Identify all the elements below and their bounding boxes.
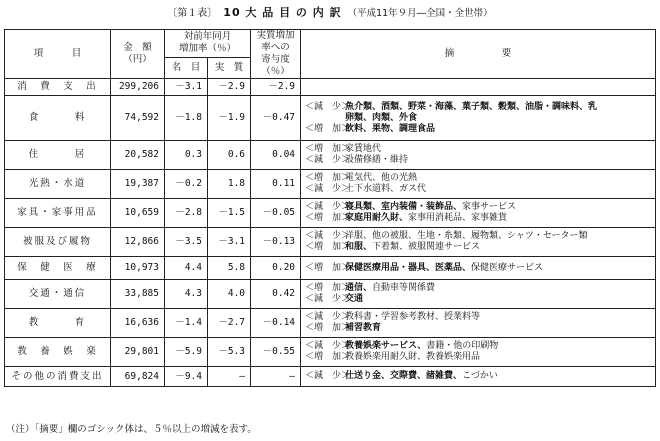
summary-direction-tag: ＜増 加＞ xyxy=(305,352,351,362)
row-item-name: その他の消費支出 xyxy=(5,367,111,387)
summary-other-items: 家事サービス xyxy=(462,202,517,212)
summary-major-items: 保健医療用品・器具、医薬品、 xyxy=(345,262,472,273)
row-nominal-change: －9.4 xyxy=(165,367,208,387)
row-nominal-change: －3.5 xyxy=(165,228,208,257)
row-nominal-change: －0.2 xyxy=(165,170,208,199)
row-contribution: 0.11 xyxy=(251,170,301,199)
summary-direction-tag: ＜減 少＞ xyxy=(305,231,351,241)
row-summary xyxy=(301,309,656,338)
row-item-name: 教 育 xyxy=(5,309,111,338)
table-row xyxy=(5,141,656,170)
summary-line xyxy=(305,231,652,242)
row-summary xyxy=(301,199,656,228)
header-real: 実 質 xyxy=(208,57,251,78)
row-amount: 19,387 xyxy=(111,170,165,199)
row-real-change: ― xyxy=(208,367,251,387)
row-contribution: －0.47 xyxy=(251,96,301,141)
row-summary xyxy=(301,228,656,257)
header-contribution xyxy=(251,30,301,79)
row-real-change: －1.5 xyxy=(208,199,251,228)
row-summary xyxy=(301,338,656,367)
header-nominal: 名 目 xyxy=(165,57,208,78)
table-scope: （平成11年９月―全国・全世帯） xyxy=(347,8,493,19)
summary-other-items: 保健医療サービス xyxy=(471,262,544,273)
row-item-name: 住 居 xyxy=(5,141,111,170)
summary-other-items: 設備修繕・維持 xyxy=(345,155,409,165)
summary-line xyxy=(305,263,652,274)
summary-major-items: 和服、 xyxy=(345,242,373,252)
row-summary xyxy=(301,280,656,309)
summary-direction-tag: ＜増 加＞ xyxy=(305,173,351,183)
row-amount: 74,592 xyxy=(111,96,165,141)
row-contribution: ― xyxy=(251,367,301,387)
summary-other-items: 教養娯楽用耐久財、教養娯楽用品 xyxy=(345,352,481,362)
row-nominal-change: －3.1 xyxy=(165,79,208,96)
summary-line xyxy=(305,102,652,113)
table-row xyxy=(5,309,656,338)
table-row xyxy=(5,199,656,228)
summary-line xyxy=(305,323,652,334)
row-real-change: －2.9 xyxy=(208,79,251,96)
row-summary xyxy=(301,367,656,387)
summary-direction-tag: ＜増 加＞ xyxy=(305,283,351,293)
header-yoy-line2: 増加率（％） xyxy=(179,43,237,55)
header-amount-line1: 金 額 xyxy=(123,42,152,53)
summary-direction-tag: ＜減 少＞ xyxy=(305,155,351,165)
header-contrib-line4: （％） xyxy=(261,66,290,77)
summary-major-items: 家庭用耐久財、 xyxy=(345,213,409,223)
header-contrib-line1: 実質増加 xyxy=(256,30,295,41)
row-item-name: 消 費 支 出 xyxy=(5,79,111,96)
row-summary xyxy=(301,170,656,199)
row-amount: 10,973 xyxy=(111,257,165,280)
row-amount: 12,866 xyxy=(111,228,165,257)
row-contribution: 0.04 xyxy=(251,141,301,170)
table-row xyxy=(5,367,656,387)
summary-direction-tag: ＜増 加＞ xyxy=(305,242,351,252)
summary-line xyxy=(305,283,652,294)
summary-line xyxy=(305,352,652,363)
summary-line xyxy=(305,124,652,135)
footnote: （注）「摘要」欄のゴシック体は、５％以上の増減を表す。 xyxy=(6,424,257,435)
summary-direction-tag: ＜増 加＞ xyxy=(305,323,351,333)
summary-other-items: こづかい xyxy=(462,371,498,381)
summary-direction-tag: ＜増 加＞ xyxy=(305,262,351,273)
row-amount: 10,659 xyxy=(111,199,165,228)
table-row xyxy=(5,79,656,96)
row-item-name: 光熱・水道 xyxy=(5,170,111,199)
summary-line xyxy=(305,312,652,323)
row-contribution: －0.13 xyxy=(251,228,301,257)
summary-major-items: 卵類、肉類、外食 xyxy=(345,112,418,123)
table-main-title: 10 大 品 目 の 内 訳 xyxy=(223,6,342,19)
table-row xyxy=(5,280,656,309)
summary-other-items: 自動車等関係費 xyxy=(372,283,436,293)
row-nominal-change: －1.8 xyxy=(165,96,208,141)
row-contribution: －2.9 xyxy=(251,79,301,96)
table-row xyxy=(5,338,656,367)
summary-line xyxy=(305,184,652,195)
row-amount: 69,824 xyxy=(111,367,165,387)
summary-line xyxy=(305,113,652,124)
summary-other-items: 下着類、被服関連サービス xyxy=(372,242,481,252)
summary-other-items: 洋服、他の被服、生地・糸類、履物類、シャツ・セーター類 xyxy=(345,231,588,241)
row-real-change: －1.9 xyxy=(208,96,251,141)
summary-major-items: 寝具類、室内装備・装飾品、 xyxy=(345,202,463,212)
header-yoy-line1: 対前年同月 xyxy=(183,31,232,43)
table-row xyxy=(5,96,656,141)
summary-major-items: 交通 xyxy=(345,294,364,304)
summary-direction-tag: ＜減 少＞ xyxy=(305,202,351,212)
summary-major-items: 補習教育 xyxy=(345,323,382,333)
header-amount xyxy=(111,30,165,79)
summary-line xyxy=(305,294,652,305)
row-real-change: 0.6 xyxy=(208,141,251,170)
summary-direction-tag: ＜増 加＞ xyxy=(305,123,351,134)
row-nominal-change: －2.8 xyxy=(165,199,208,228)
summary-direction-tag: ＜減 少＞ xyxy=(305,312,351,322)
row-amount: 299,206 xyxy=(111,79,165,96)
row-contribution: 0.20 xyxy=(251,257,301,280)
row-summary xyxy=(301,141,656,170)
summary-major-items: 飲料、果物、調理食品 xyxy=(345,123,436,134)
row-real-change: 1.8 xyxy=(208,170,251,199)
row-item-name: 家具・家事用品 xyxy=(5,199,111,228)
summary-direction-tag: ＜減 少＞ xyxy=(305,101,351,112)
table-row xyxy=(5,228,656,257)
row-nominal-change: 0.3 xyxy=(165,141,208,170)
row-amount: 20,582 xyxy=(111,141,165,170)
summary-line xyxy=(305,173,652,184)
summary-direction-tag: ＜減 少＞ xyxy=(305,184,351,194)
header-contrib-line3: 寄与度 xyxy=(261,54,290,65)
summary-direction-tag: ＜減 少＞ xyxy=(305,294,351,304)
row-nominal-change: 4.4 xyxy=(165,257,208,280)
summary-major-items: 魚介類、酒類、野菜・海藻、菓子類、穀類、油脂・調味料、乳 xyxy=(345,101,598,112)
summary-line xyxy=(305,202,652,213)
header-summary: 摘 要 xyxy=(301,30,656,79)
summary-direction-tag: ＜増 加＞ xyxy=(305,144,351,154)
row-nominal-change: －1.4 xyxy=(165,309,208,338)
table-row xyxy=(5,170,656,199)
row-real-change: －3.1 xyxy=(208,228,251,257)
summary-other-items: 家賃地代 xyxy=(345,144,382,154)
summary-line xyxy=(305,213,652,224)
summary-direction-tag: ＜減 少＞ xyxy=(305,371,351,381)
summary-other-items: 書籍・他の印刷物 xyxy=(426,341,499,351)
row-real-change: －5.3 xyxy=(208,338,251,367)
row-real-change: －2.7 xyxy=(208,309,251,338)
summary-other-items: 電気代、他の光熱 xyxy=(345,173,418,183)
row-contribution: －0.55 xyxy=(251,338,301,367)
table-title xyxy=(0,5,660,21)
summary-line xyxy=(305,242,652,253)
row-item-name: 保 健 医 療 xyxy=(5,257,111,280)
row-real-change: 5.8 xyxy=(208,257,251,280)
breakdown-table xyxy=(4,29,656,387)
row-amount: 29,801 xyxy=(111,338,165,367)
summary-direction-tag: ＜減 少＞ xyxy=(305,341,351,351)
table-number-label: 〔第１表〕 xyxy=(167,8,218,19)
table-body xyxy=(5,79,656,387)
row-real-change: 4.0 xyxy=(208,280,251,309)
row-contribution: －0.05 xyxy=(251,199,301,228)
header-item: 項 目 xyxy=(5,30,111,79)
summary-major-items: 教養娯楽サービス、 xyxy=(345,341,427,351)
summary-other-items: 家事用消耗品、家事雑貨 xyxy=(408,213,508,223)
header-contrib-line2: 率への xyxy=(261,42,290,53)
row-summary xyxy=(301,96,656,141)
summary-line xyxy=(305,155,652,166)
row-item-name: 食 料 xyxy=(5,96,111,141)
table-row xyxy=(5,257,656,280)
row-contribution: －0.14 xyxy=(251,309,301,338)
summary-other-items: 教科書・学習参考教材、授業料等 xyxy=(345,312,481,322)
row-amount: 33,885 xyxy=(111,280,165,309)
summary-line xyxy=(305,371,652,382)
summary-line xyxy=(305,341,652,352)
summary-major-items: 通信、 xyxy=(345,283,373,293)
header-amount-line2: （円） xyxy=(123,54,152,65)
row-summary xyxy=(301,79,656,96)
row-item-name: 交通・通信 xyxy=(5,280,111,309)
row-summary xyxy=(301,257,656,280)
summary-line xyxy=(305,144,652,155)
row-nominal-change: －5.9 xyxy=(165,338,208,367)
summary-other-items: 上下水道料、ガス代 xyxy=(345,184,427,194)
row-contribution: 0.42 xyxy=(251,280,301,309)
header-yoy xyxy=(165,30,251,58)
summary-direction-tag: ＜増 加＞ xyxy=(305,213,351,223)
summary-major-items: 仕送り金、交際費、諸雑費、 xyxy=(345,371,463,381)
row-item-name: 教 養 娯 楽 xyxy=(5,338,111,367)
row-amount: 16,636 xyxy=(111,309,165,338)
row-item-name: 被服及び履物 xyxy=(5,228,111,257)
row-nominal-change: 4.3 xyxy=(165,280,208,309)
